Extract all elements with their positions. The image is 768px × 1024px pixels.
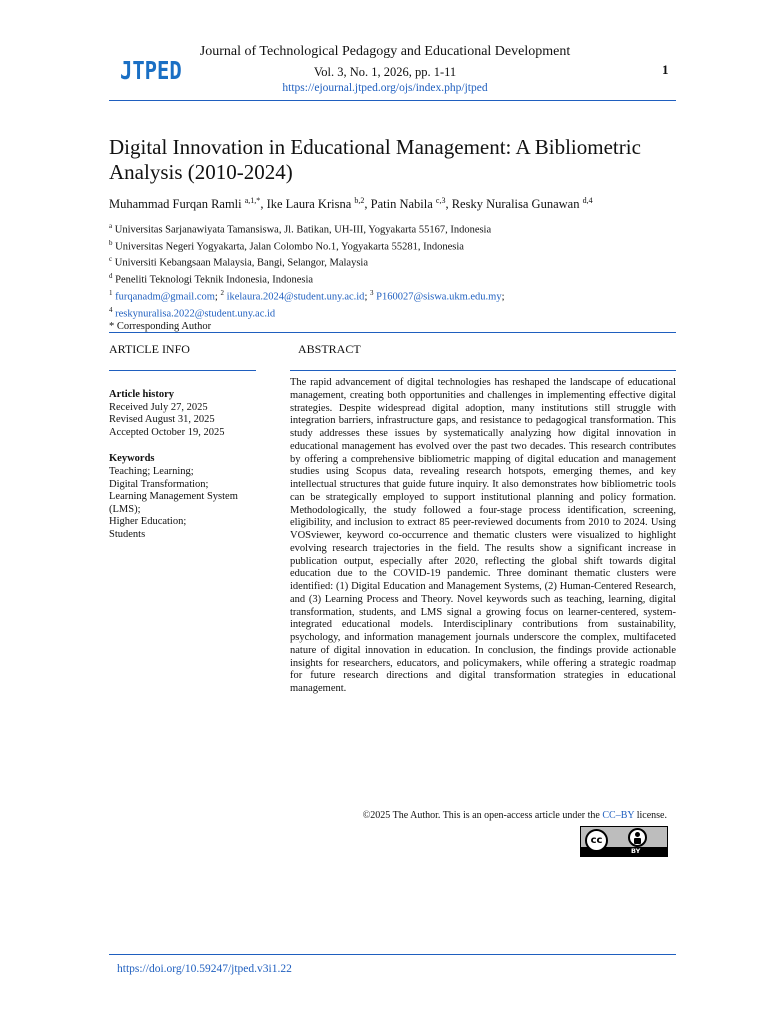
journal-logo: JTPED <box>120 56 182 85</box>
affiliation-row <box>109 220 689 237</box>
author-name: Patin Nabila <box>370 197 433 212</box>
email-link[interactable]: reskynuralisa.2022@student.uny.ac.id <box>115 308 276 320</box>
keywords-label: Keywords <box>109 453 155 465</box>
author-sep: , <box>260 197 267 212</box>
corresponding-author: * Corresponding Author <box>109 321 212 333</box>
spacer <box>109 439 269 453</box>
doi-link[interactable]: https://doi.org/10.59247/jtped.v3i1.22 <box>117 963 292 975</box>
license-suffix: license. <box>634 810 667 821</box>
affiliation-text: Universitas Sarjanawiyata Tamansiswa, Jl. Batikan, UH-III, Yogyakarta 55167, Indonesia <box>114 224 492 236</box>
author-sep: , <box>364 197 371 212</box>
author-sup: d,4 <box>582 196 593 205</box>
paper-title: Digital Innovation in Educational Management: A Bibliometric Analysis (2010-2024) <box>109 135 641 184</box>
email-link[interactable]: P160027@siswa.ukm.edu.my <box>376 291 502 303</box>
header-rule <box>109 100 676 101</box>
affiliation-text: Universitas Negeri Yogyakarta, Jalan Colombo No.1, Yogyakarta 55281, Indonesia <box>115 241 464 253</box>
article-info-rule <box>109 370 256 371</box>
email-row <box>109 304 689 321</box>
affiliation-sup: c <box>109 255 113 264</box>
email-sup: 4 <box>109 305 113 314</box>
keyword: (LMS); <box>109 503 141 515</box>
affiliation-text: Universiti Kebangsaan Malaysia, Bangi, Selangor, Malaysia <box>114 257 369 269</box>
attribution-icon <box>628 828 647 847</box>
keyword: Students <box>109 528 146 540</box>
author-sup: b,2 <box>354 196 365 205</box>
author-sep: , <box>445 197 452 212</box>
page-number: 1 <box>662 62 669 77</box>
affiliation-row <box>109 270 689 287</box>
license-line <box>290 810 667 821</box>
accepted-date: Accepted October 19, 2025 <box>109 426 225 438</box>
article-info-heading: ARTICLE INFO <box>109 342 190 356</box>
author-sup: a,1,* <box>244 196 261 205</box>
journal-volume: Vol. 3, No. 1, 2026, pp. 1-11 <box>313 65 457 79</box>
email-link[interactable]: furqanadm@gmail.com <box>115 291 215 303</box>
license-prefix: ©2025 The Author. This is an open-access article under the <box>362 810 603 821</box>
article-info <box>109 389 269 542</box>
cc-icon: cc <box>585 829 608 852</box>
affiliation-row <box>109 237 689 254</box>
badge-by-text: BY <box>631 847 641 855</box>
email-sup: 1 <box>109 288 113 297</box>
author-list <box>109 196 699 212</box>
history-label: Article history <box>109 389 175 400</box>
keyword: Teaching; Learning; <box>109 465 194 477</box>
keyword: Learning Management System <box>109 491 238 503</box>
author-name: Ike Laura Krisna <box>266 197 352 212</box>
abstract-rule <box>290 370 676 371</box>
affiliations <box>109 220 689 333</box>
author-name: Muhammad Furqan Ramli <box>109 197 242 212</box>
author-sup: c,3 <box>435 196 446 205</box>
cc-by-link[interactable]: CC–BY <box>602 810 635 821</box>
affiliation-sup: b <box>109 238 113 247</box>
affiliation-row <box>109 253 689 270</box>
journal-url-link[interactable]: https://ejournal.jtped.org/ojs/index.php/jtped <box>282 82 488 94</box>
revised-date: Revised August 31, 2025 <box>109 414 215 426</box>
email-link[interactable]: ikelaura.2024@student.uny.ac.id <box>226 291 365 303</box>
affiliation-text: Peneliti Teknologi Teknik Indonesia, Indonesia <box>115 274 314 286</box>
affiliation-sup: a <box>109 222 113 230</box>
received-date: Received July 27, 2025 <box>109 401 208 413</box>
abstract-text: The rapid advancement of digital technologies has reshaped the landscape of educational management, creating both opportunities and challenges in implementing effective digital strategies. Despite widespread digital adoption, many institutions still struggle with integration barriers, infrastructure gaps, and resistance to pedagogical transformation. This study addresses these issues by systematically analyzing how digital innovation in educational management has evolved over the past two decades. This research contributes by offering a comprehensive bibliometric mapping of digital education and management studies using Scopus data, revealing research hotspots, emerging themes, and key intellectual structures that guide future inquiry. It also demonstrates how bibliometric tools can be strategically employed to support institutional planning and policy formation. Methodologically, the study followed a four-stage process identification, screening, eligibility, and inclusion to extract 85 peer-reviewed documents from 2010 to 2024. Using VOSviewer, keyword co-occurrence and thematic clusters were visualized to highlight evolving research trajectories in the field. The results show a significant increase in publication output, especially after 2020, reflecting the global shift towards digital education due to the COVID-19 pandemic. Three dominant thematic clusters were identified: (1) Digital Education and Management Systems, (2) Human-Centered Research, and (3) Learning Process and Theory. Novel keywords such as teaching, learning, digital transformation, students, and LMS signal a growing focus on learner-centered, system-integrated educational models. Interdisciplinary contributions from sustainability, psychology, and information management journals underscore the complex, multifaceted nature of digital innovation in education. In conclusion, the findings provide actionable insights for researchers, educators, and policymakers, while offering a strategic roadmap for future research directions and digital transformation strategies in educational management. <box>290 377 676 694</box>
author-name: Resky Nuralisa Gunawan <box>451 197 580 212</box>
affiliation-sup: d <box>109 272 113 281</box>
email-sup: 3 <box>369 288 374 297</box>
email-sup: 2 <box>220 288 224 297</box>
footer-rule <box>109 954 676 955</box>
email-row: $^1$ furqanadm@gmail.com; $^2$ ikelaura.2024@student.uny.ac.id; $^3$ P160027@siswa.ukm.edu.my; <box>109 288 505 303</box>
abstract-heading: ABSTRACT <box>298 342 361 356</box>
journal-name: Journal of Technological Pedagogy and Educational Development <box>199 44 571 59</box>
cc-by-badge[interactable] <box>580 826 668 857</box>
keyword: Higher Education; <box>109 516 187 528</box>
keyword: Digital Transformation; <box>109 478 209 490</box>
section-rule <box>109 332 676 333</box>
